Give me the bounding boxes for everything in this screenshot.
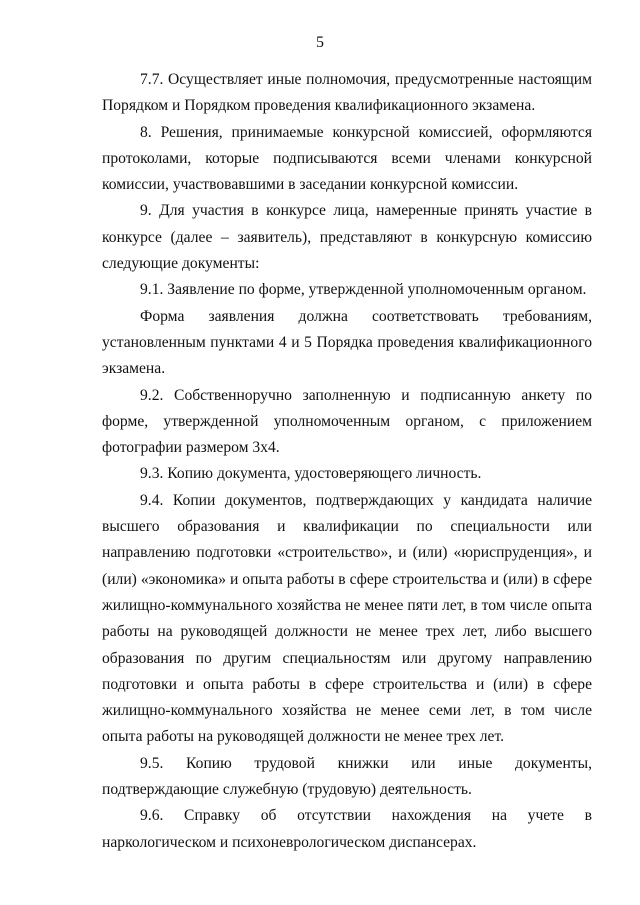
- paragraph-8: 8. Решения, принимаемые конкурсной комиссией, оформляются протоколами, которые подписываются всеми членами конкурсной комиссии, участвовавшими в заседании конкурсной комиссии.: [102, 123, 592, 194]
- paragraph-9-2: 9.2. Собственноручно заполненную и подписанную анкету по форме, утвержденной уполномоченным органом, с приложением фотографии размером 3х4.: [102, 386, 592, 457]
- document-body: [102, 67, 592, 856]
- paragraph-9-5: 9.5. Копию трудовой книжки или иные документы, подтверждающие служебную (трудовую) деятельность.: [102, 754, 592, 799]
- paragraph-9-3: 9.3. Копию документа, удостоверяющего личность.: [140, 465, 482, 483]
- page-number: 5: [316, 34, 324, 51]
- paragraph-form-requirements: Форма заявления должна соответствовать требованиям, установленным пунктами 4 и 5 Порядка проведения квалификационного экзамена.: [102, 307, 592, 378]
- paragraph-7-7: 7.7. Осуществляет иные полномочия, предусмотренные настоящим Порядком и Порядком проведения квалификационного экзамена.: [102, 71, 592, 115]
- paragraph-9-4: 9.4. Копии документов, подтверждающих у кандидата наличие высшего образования и квалификации по специальности или направлению подготовки «строительство», и (или) «юриспруденция», и (или) «экономика» и опыта работы в сфере строительства и (или) в сфере жилищно-коммунального хозяйства не менее пяти лет, в том числе опыта работы на руководящей должности не менее трех лет, либо высшего образования по другим специальностям или другому направлению подготовки и опыта работы в сфере строительства и (или) в сфере жилищно-коммунального хозяйства не менее семи лет, в том числе опыта работы на руководящей должности не менее трех лет.: [102, 491, 592, 746]
- paragraph-9-1: 9.1. Заявление по форме, утвержденной уполномоченным органом.: [140, 281, 587, 299]
- paragraph-9: 9. Для участия в конкурсе лица, намеренные принять участие в конкурсе (далее – заявитель), представляют в конкурсную комиссию следующие документы:: [102, 202, 592, 273]
- paragraph-9-6: 9.6. Справку об отсутствии нахождения на учете в наркологическом и психоневрологическом диспансерах.: [102, 807, 592, 851]
